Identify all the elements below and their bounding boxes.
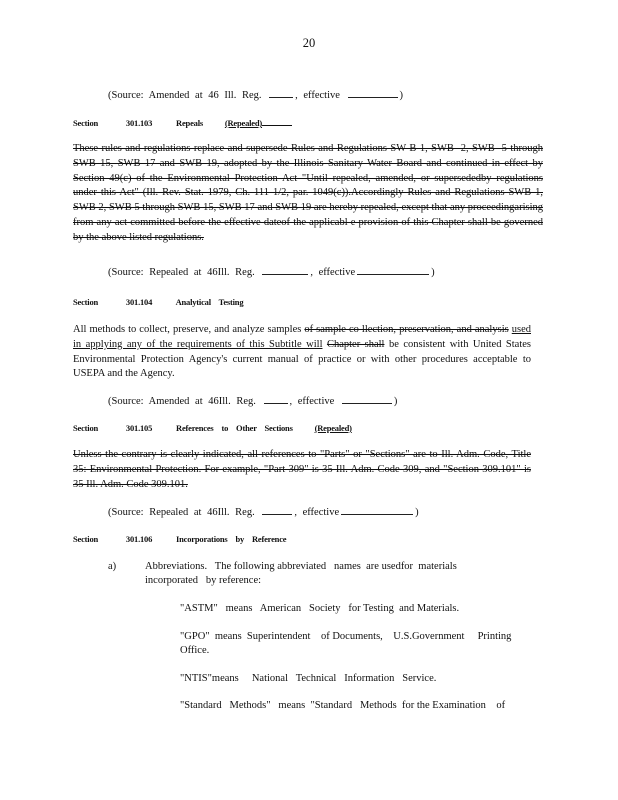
text-run: All methods to collect, preserve, and analyze samples (73, 324, 302, 335)
paragraph-repealed: Unless the contrary is clearly indicated, all references to "Parts" or "Sections" are to Ill. Adm. Code, Title 35: Environmental Protection. For example, "Part 309" is 35 Ill. Adm. Code 309, and "Section 309.101" is 35 Ill. Adm. Code 309.101. (73, 449, 531, 490)
source-note: (Source: Repealed at 46Ill. Reg. , effective ) (108, 507, 419, 518)
blank-line (262, 505, 292, 515)
section-heading (73, 297, 243, 307)
text-run: be consistent with United States Environmental Protection Agency's current manual of practice or with other procedures acceptable to USEPA and the Agency. (73, 338, 532, 380)
paragraph-amended (73, 323, 531, 382)
effective-label: effective (318, 267, 356, 278)
effective-label: effective (302, 507, 340, 518)
source-note: (Source: Repealed at 46Ill. Reg. , effective ) (108, 267, 435, 278)
blank-line (262, 265, 308, 275)
effective-label: effective (303, 90, 340, 101)
section-number: 301.103 (125, 118, 153, 128)
blank-line (342, 394, 392, 404)
underline-rule (262, 118, 292, 126)
source-text: (Source: Amended at 46 Ill. Reg. (108, 90, 262, 101)
blank-line (348, 88, 398, 98)
section-label: Section (73, 297, 99, 307)
blank-line (357, 265, 429, 275)
section-number: 301.106 (125, 534, 153, 544)
inserted-text: used in applying any of the requirements of this Subtitle will (73, 324, 531, 350)
section-number: 301.104 (125, 297, 153, 307)
item-label: a) (108, 561, 117, 572)
source-note: (Source: Amended at 46 Ill. Reg. , effective ) (108, 90, 404, 101)
section-status: (Repealed) (314, 423, 352, 433)
page-number: 20 (302, 36, 316, 50)
definition-astm: "ASTM" means American Society for Testing and Materials. (180, 603, 460, 614)
paragraph-repealed: These rules and regulations replace and supersede Rules and Regulations SW B-1, SWB -2, SWB -5 through SWB 15, SWB 17 and SWB 19, adopted by the Illinois Sanitary Water Board and continued in effect by Section 49(c) of the Environmental Protection Act "Until repealed, amended, or supersededby regulations under this Act" (Ill. Rev. Stat. 1979, Ch. 111 1/2, par. 1049(c)).Accordingly Rules and Regulations SWB 1, SWB 2, SWB 5 through SWB 15, SWB 17 and SWB 19 are hereby repealed, except that any proceedingarising from any act committed before the effective dateof the applicabl e provision of this Chapter shall be governed by the above listed regulations. (73, 143, 543, 243)
section-number: 301.105 (125, 423, 153, 433)
item-text: Abbreviations. The following abbreviated names are usedfor materials incorporated by reference: (145, 561, 460, 586)
blank-line (341, 505, 413, 515)
section-heading (73, 118, 292, 128)
section-title: References to Other Sections (176, 423, 293, 433)
section-label: Section (73, 118, 99, 128)
definition-ntis: "NTIS"means National Technical Information Service. (180, 673, 437, 684)
section-title: Analytical Testing (175, 297, 244, 307)
section-heading (73, 423, 352, 433)
section-title: Repeals (176, 118, 203, 128)
definition-standard-methods: "Standard Methods" means "Standard Methods for the Examination of (180, 700, 506, 711)
section-status: (Repealed) (224, 118, 263, 128)
source-text: (Source: Repealed at 46Ill. Reg. (108, 267, 255, 278)
blank-line (269, 88, 293, 98)
section-title: Incorporations by Reference (176, 534, 287, 544)
effective-label: effective (297, 396, 335, 407)
section-label: Section (73, 534, 99, 544)
definition-gpo: "GPO" means Superintendent of Documents, U.S.Government Printing Office. (180, 631, 515, 656)
deleted-text: of sample co llection, preservation, and analysis (304, 324, 509, 335)
section-heading (73, 534, 286, 544)
blank-line (264, 394, 288, 404)
source-note: (Source: Amended at 46Ill. Reg. , effective ) (108, 396, 398, 407)
source-text: (Source: Amended at 46Ill. Reg. (108, 396, 256, 407)
deleted-text: Chapter shall (326, 338, 385, 350)
source-text: (Source: Repealed at 46Ill. Reg. (108, 507, 255, 518)
section-label: Section (73, 423, 99, 433)
